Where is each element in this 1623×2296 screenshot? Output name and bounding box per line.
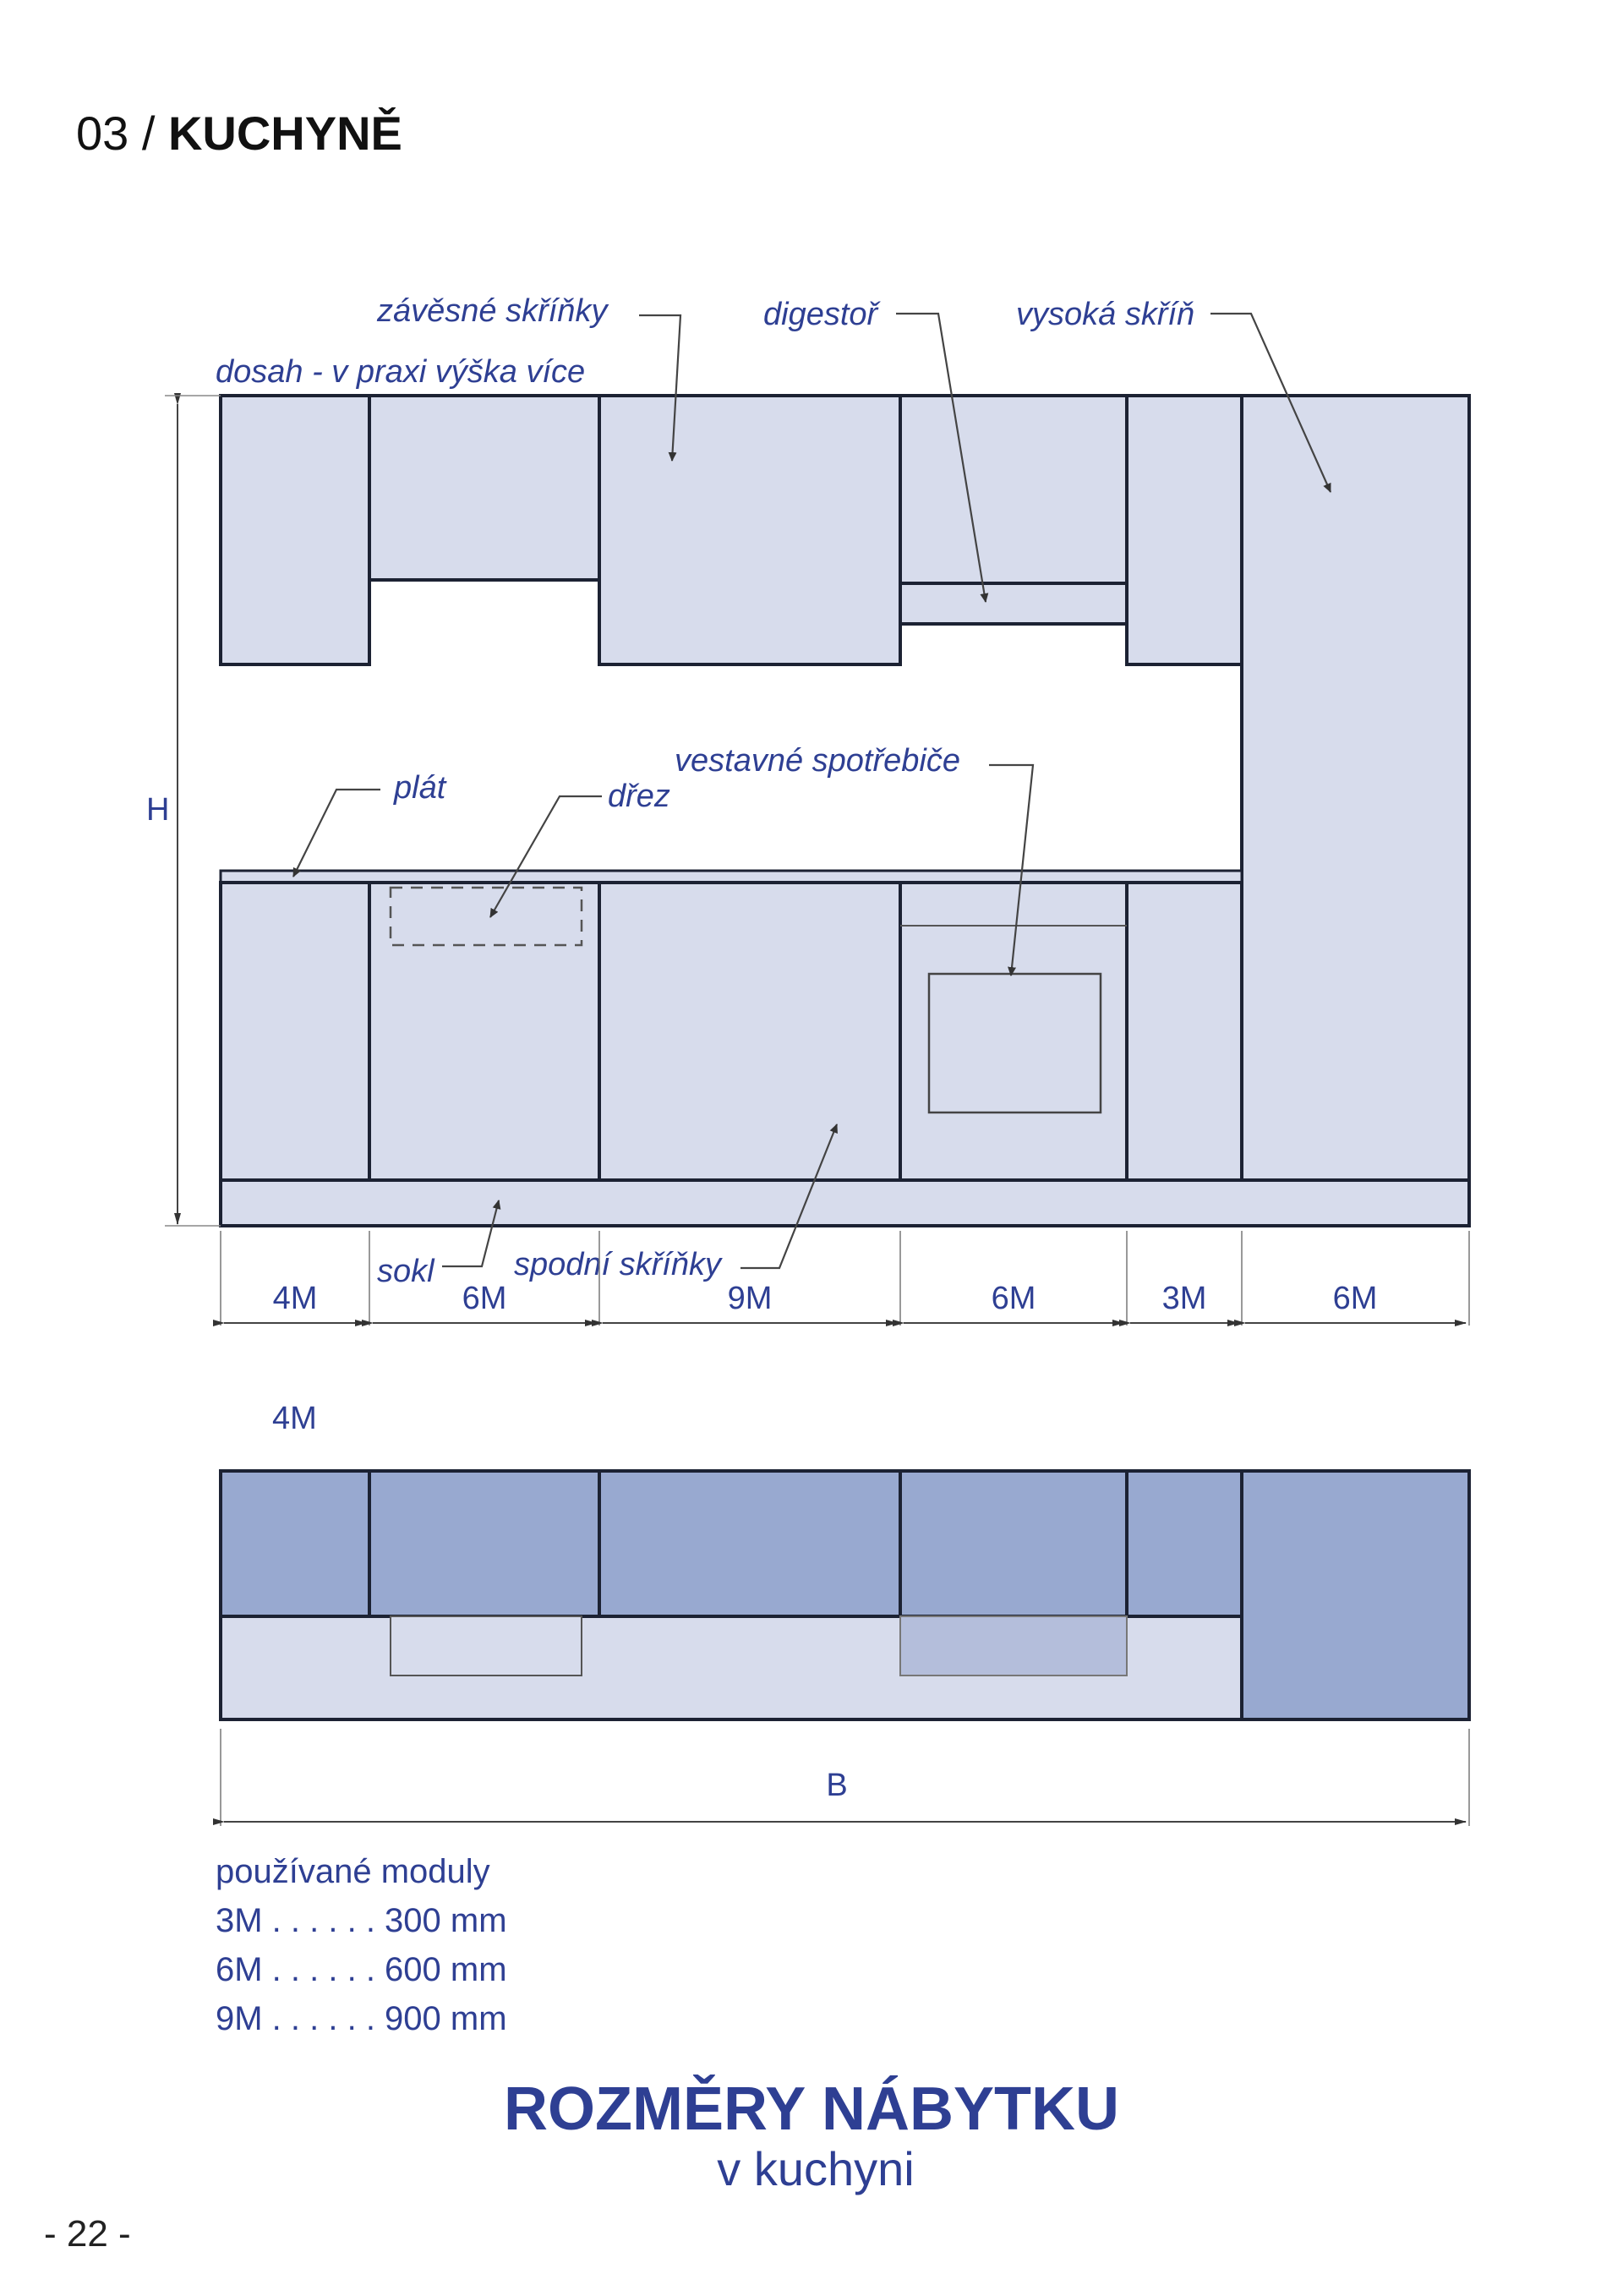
leader-worktop <box>293 790 380 877</box>
page-subtitle: v kuchyni <box>717 2142 915 2195</box>
height-label: H <box>146 792 170 828</box>
plan-sink <box>391 1616 582 1676</box>
module-item-9m: 9M . . . . . . 900 mm <box>216 2000 507 2037</box>
label-plinth: sokl <box>377 1254 434 1289</box>
dimension-label-6: 6M <box>1332 1281 1378 1316</box>
worktop <box>221 871 1242 883</box>
plan-view <box>221 1471 1469 1719</box>
dimension-label-4: 6M <box>991 1281 1036 1316</box>
label-base-cabinets: spodní skříňky <box>514 1247 721 1282</box>
module-item-3m: 3M . . . . . . 300 mm <box>216 1902 507 1939</box>
plan-wall-cabinet-3 <box>599 1471 900 1616</box>
dimension-label-5: 3M <box>1161 1281 1207 1316</box>
base-cabinet-2 <box>369 883 599 1180</box>
dimension-label-2: 6M <box>462 1281 507 1316</box>
plan-wall-cabinet-5 <box>1127 1471 1242 1616</box>
plan-wall-cabinet-2 <box>369 1471 599 1616</box>
label-hood: digestoř <box>763 297 878 332</box>
label-appliances: vestavné spotřebiče <box>675 743 960 779</box>
wall-cabinet-1 <box>221 396 369 664</box>
width-label: B <box>826 1768 848 1803</box>
wall-cabinet-4 <box>900 396 1127 583</box>
plinth <box>221 1180 1469 1226</box>
base-cabinet-3 <box>599 883 900 1180</box>
plan-tall-cabinet <box>1242 1471 1469 1719</box>
wall-cabinet-3 <box>599 396 900 664</box>
tall-cabinet <box>1242 396 1469 1226</box>
module-item-6m: 6M . . . . . . 600 mm <box>216 1951 507 1988</box>
oven-window <box>929 974 1101 1112</box>
wall-cabinet-5 <box>1127 396 1242 664</box>
hood <box>900 583 1127 624</box>
plan-cooktop <box>900 1616 1127 1676</box>
plan-label: 4M <box>272 1401 317 1436</box>
page-number: - 22 - <box>44 2213 131 2255</box>
label-tall-cabinet: vysoká skříň <box>1016 297 1195 332</box>
wall-cabinet-2 <box>369 396 599 580</box>
elevation-view <box>221 396 1469 1226</box>
dimension-label-1: 4M <box>272 1281 318 1316</box>
plan-wall-cabinet-1 <box>221 1471 369 1616</box>
section-number: 03 / <box>76 107 168 160</box>
dimension-label-3: 9M <box>727 1281 773 1316</box>
page-title-block <box>0 2075 1623 2195</box>
label-sink: dřez <box>608 779 670 814</box>
modules-list <box>216 1847 507 2043</box>
section-title: KUCHYNĚ <box>167 107 402 160</box>
modules-title: používané moduly <box>216 1853 490 1890</box>
plan-wall-cabinet-4 <box>900 1471 1127 1616</box>
label-reach-note: dosah - v praxi výška více <box>216 354 586 390</box>
base-cabinet-5 <box>1127 883 1242 1180</box>
page-title: ROZMĚRY NÁBYTKU <box>503 2075 1119 2143</box>
base-cabinet-1 <box>221 883 369 1180</box>
label-worktop: plát <box>394 770 446 806</box>
label-hanging-cabinets: závěsné skříňky <box>377 293 608 329</box>
